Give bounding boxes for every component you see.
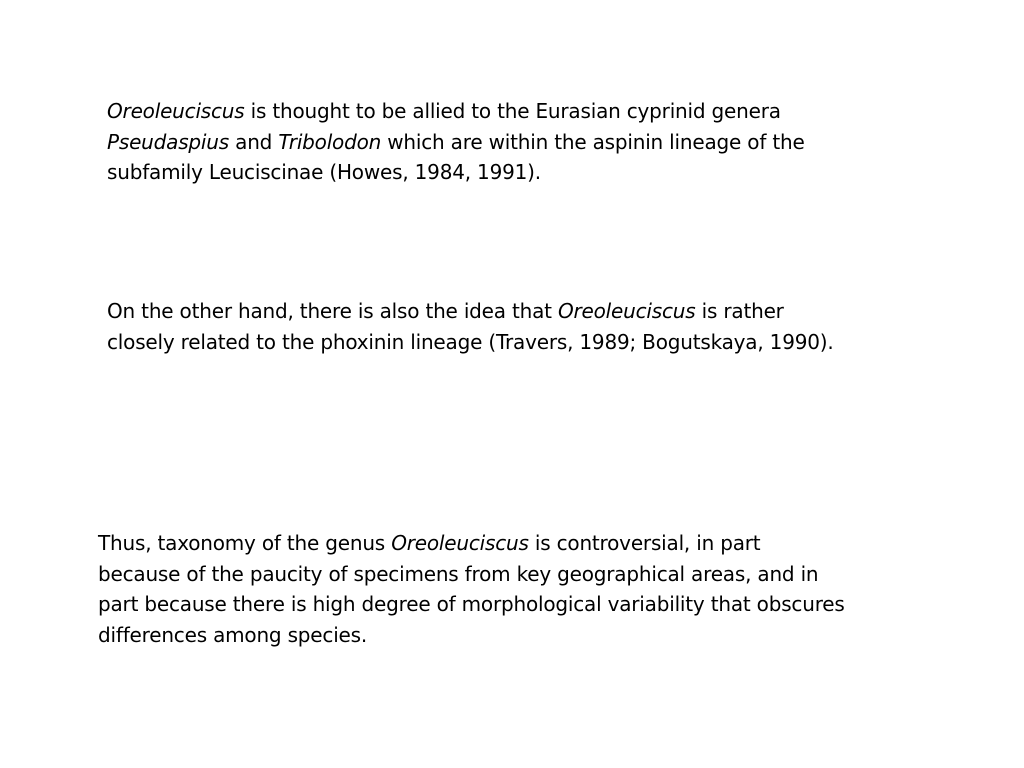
genus-name: Oreoleuciscus	[391, 531, 529, 555]
paragraph-phoxinin-hypothesis	[107, 296, 834, 357]
text-span: Thus, taxonomy of the genus	[98, 531, 392, 555]
text-line: closely related to the phoxinin lineage (Travers, 1989; Bogutskaya, 1990).	[107, 329, 834, 354]
text-span: is rather	[695, 299, 784, 323]
text-line: part because there is high degree of morphological variability that obscures	[98, 592, 845, 616]
text-span: is thought to be allied to the Eurasian cyprinid genera	[244, 99, 781, 123]
text-span: On the other hand, there is also the idea that	[107, 299, 558, 323]
text-line: because of the paucity of specimens from key geographical areas, and in	[98, 561, 819, 586]
genus-name: Oreoleuciscus	[557, 299, 696, 323]
text-span: and	[228, 129, 279, 154]
text-span: which are within the aspinin lineage of the	[381, 129, 805, 154]
text-line	[98, 528, 845, 559]
paragraph-taxonomy-controversy	[98, 528, 845, 650]
text-line: subfamily Leuciscinae (Howes, 1984, 1991).	[107, 160, 541, 184]
paragraph-oreoleuciscus-affinity	[107, 96, 805, 188]
genus-name: Tribolodon	[278, 129, 382, 154]
genus-name: Oreoleuciscus	[107, 99, 245, 123]
text-line	[107, 96, 805, 127]
text-line: differences among species.	[98, 622, 368, 647]
genus-name: Pseudaspius	[107, 129, 229, 154]
text-line	[107, 296, 834, 327]
text-span: is controversial, in part	[528, 531, 761, 555]
text-line	[107, 127, 805, 158]
